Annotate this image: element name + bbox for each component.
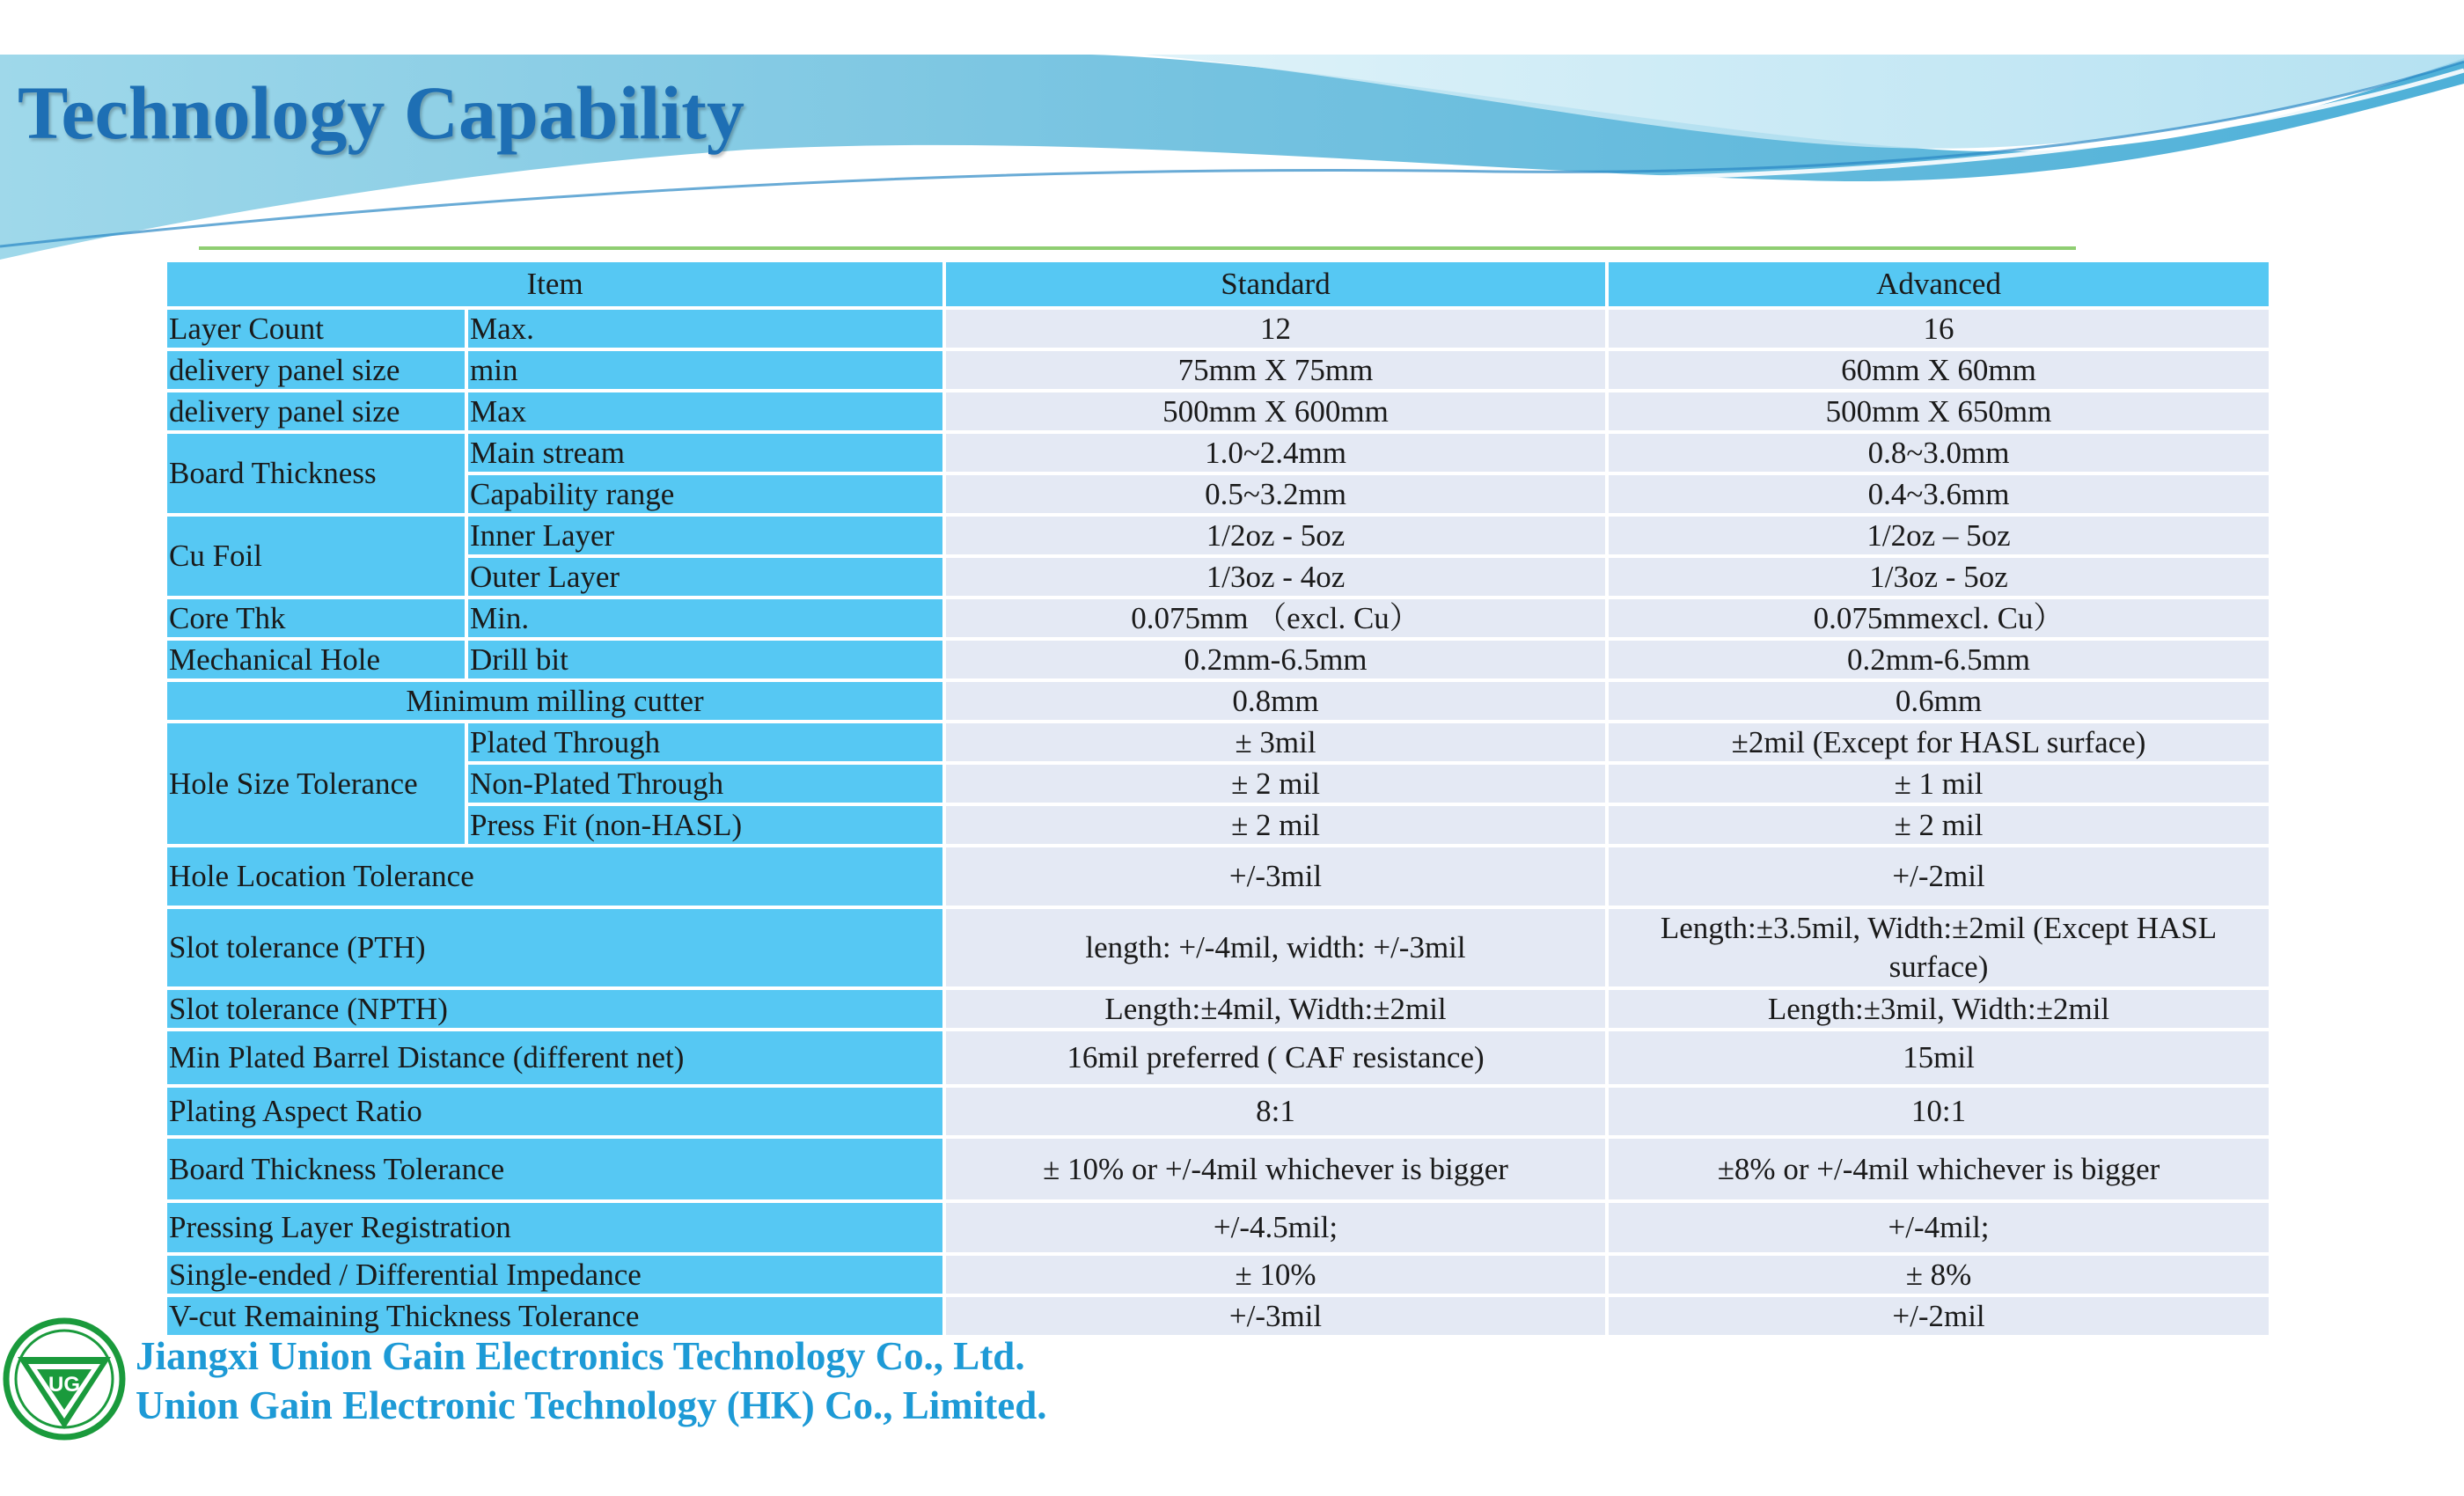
standard-value: 0.5~3.2mm	[944, 473, 1607, 515]
standard-value: +/-3mil	[944, 846, 1607, 907]
table-row	[165, 598, 2270, 639]
advanced-value: +/-2mil	[1607, 846, 2270, 907]
table-row	[165, 907, 2270, 988]
row-label: Hole Size Tolerance	[165, 722, 466, 846]
advanced-value: 1/2oz – 5oz	[1607, 515, 2270, 556]
row-sublabel: Max.	[466, 308, 944, 349]
table-row	[165, 804, 2270, 846]
row-label: Pressing Layer Registration	[165, 1201, 944, 1254]
row-label: V-cut Remaining Thickness Tolerance	[165, 1295, 944, 1337]
row-sublabel: Inner Layer	[466, 515, 944, 556]
advanced-value: 60mm X 60mm	[1607, 349, 2270, 391]
standard-value: 75mm X 75mm	[944, 349, 1607, 391]
standard-value: 8:1	[944, 1086, 1607, 1137]
standard-value: ± 3mil	[944, 722, 1607, 763]
advanced-value: 10:1	[1607, 1086, 2270, 1137]
standard-value: 0.075mm （excl. Cu）	[944, 598, 1607, 639]
standard-value: Length:±4mil, Width:±2mil	[944, 988, 1607, 1030]
green-divider	[199, 246, 2076, 250]
page-title: Technology Capability	[18, 70, 744, 155]
table-row	[165, 556, 2270, 598]
standard-value: ± 2 mil	[944, 804, 1607, 846]
capability-table	[164, 259, 2272, 1338]
row-sublabel: min	[466, 349, 944, 391]
standard-value: 0.8mm	[944, 680, 1607, 722]
standard-value: 1.0~2.4mm	[944, 432, 1607, 473]
row-label: Single-ended / Differential Impedance	[165, 1254, 944, 1295]
standard-value: ± 2 mil	[944, 763, 1607, 804]
advanced-value: 500mm X 650mm	[1607, 391, 2270, 432]
table-row	[165, 391, 2270, 432]
standard-value: length: +/-4mil, width: +/-3mil	[944, 907, 1607, 988]
standard-value: +/-4.5mil;	[944, 1201, 1607, 1254]
row-sublabel: Outer Layer	[466, 556, 944, 598]
table-row	[165, 432, 2270, 473]
table-row	[165, 1201, 2270, 1254]
row-label: Board Thickness	[165, 432, 466, 515]
table-row	[165, 680, 2270, 722]
standard-value: ± 10% or +/-4mil whichever is bigger	[944, 1137, 1607, 1201]
standard-value: 1/2oz - 5oz	[944, 515, 1607, 556]
standard-value: 1/3oz - 4oz	[944, 556, 1607, 598]
advanced-value: 16	[1607, 308, 2270, 349]
advanced-value: 0.6mm	[1607, 680, 2270, 722]
row-label: Minimum milling cutter	[165, 680, 944, 722]
advanced-value: ±2mil (Except for HASL surface)	[1607, 722, 2270, 763]
advanced-value: 0.4~3.6mm	[1607, 473, 2270, 515]
table-row	[165, 1295, 2270, 1337]
row-sublabel: Non-Plated Through	[466, 763, 944, 804]
table-row	[165, 988, 2270, 1030]
standard-value: ± 10%	[944, 1254, 1607, 1295]
table-row	[165, 846, 2270, 907]
table-row	[165, 308, 2270, 349]
table-row	[165, 1030, 2270, 1086]
standard-value: 12	[944, 308, 1607, 349]
standard-value: +/-3mil	[944, 1295, 1607, 1337]
advanced-value: 0.2mm-6.5mm	[1607, 639, 2270, 680]
row-label: Plating Aspect Ratio	[165, 1086, 944, 1137]
table-row	[165, 349, 2270, 391]
advanced-value: 0.8~3.0mm	[1607, 432, 2270, 473]
table-row	[165, 763, 2270, 804]
row-sublabel: Press Fit (non-HASL)	[466, 804, 944, 846]
row-label: Cu Foil	[165, 515, 466, 598]
row-label: Hole Location Tolerance	[165, 846, 944, 907]
advanced-value: ±8% or +/-4mil whichever is bigger	[1607, 1137, 2270, 1201]
logo-text: UG	[48, 1373, 80, 1397]
advanced-value: Length:±3.5mil, Width:±2mil (Except HASL surface)	[1607, 907, 2270, 988]
row-sublabel: Min.	[466, 598, 944, 639]
column-header-standard: Standard	[944, 260, 1607, 308]
row-label: Min Plated Barrel Distance (different net)	[165, 1030, 944, 1086]
column-header-item: Item	[165, 260, 944, 308]
advanced-value: Length:±3mil, Width:±2mil	[1607, 988, 2270, 1030]
row-label: Layer Count	[165, 308, 466, 349]
row-label: Slot tolerance (PTH)	[165, 907, 944, 988]
row-sublabel: Capability range	[466, 473, 944, 515]
header-row	[165, 260, 2270, 308]
standard-value: 500mm X 600mm	[944, 391, 1607, 432]
row-label: delivery panel size	[165, 349, 466, 391]
advanced-value: +/-4mil;	[1607, 1201, 2270, 1254]
row-label: Mechanical Hole	[165, 639, 466, 680]
row-label: Board Thickness Tolerance	[165, 1137, 944, 1201]
advanced-value: 1/3oz - 5oz	[1607, 556, 2270, 598]
company-logo	[2, 1316, 127, 1441]
table-row	[165, 1086, 2270, 1137]
advanced-value: ± 2 mil	[1607, 804, 2270, 846]
table-row	[165, 1254, 2270, 1295]
row-label: Slot tolerance (NPTH)	[165, 988, 944, 1030]
row-label: Core Thk	[165, 598, 466, 639]
advanced-value: ± 8%	[1607, 1254, 2270, 1295]
row-sublabel: Plated Through	[466, 722, 944, 763]
row-sublabel: Drill bit	[466, 639, 944, 680]
row-label: delivery panel size	[165, 391, 466, 432]
table-row	[165, 722, 2270, 763]
row-sublabel: Max	[466, 391, 944, 432]
company-name-line2: Union Gain Electronic Technology (HK) Co., Limited.	[136, 1383, 1047, 1427]
advanced-value: ± 1 mil	[1607, 763, 2270, 804]
advanced-value: 15mil	[1607, 1030, 2270, 1086]
table-row	[165, 473, 2270, 515]
table-row	[165, 639, 2270, 680]
table-row	[165, 515, 2270, 556]
advanced-value: +/-2mil	[1607, 1295, 2270, 1337]
standard-value: 0.2mm-6.5mm	[944, 639, 1607, 680]
column-header-advanced: Advanced	[1607, 260, 2270, 308]
advanced-value: 0.075mmexcl. Cu）	[1607, 598, 2270, 639]
standard-value: 16mil preferred ( CAF resistance)	[944, 1030, 1607, 1086]
company-name-line1: Jiangxi Union Gain Electronics Technology Co., Ltd.	[136, 1334, 1025, 1378]
table-row	[165, 1137, 2270, 1201]
row-sublabel: Main stream	[466, 432, 944, 473]
